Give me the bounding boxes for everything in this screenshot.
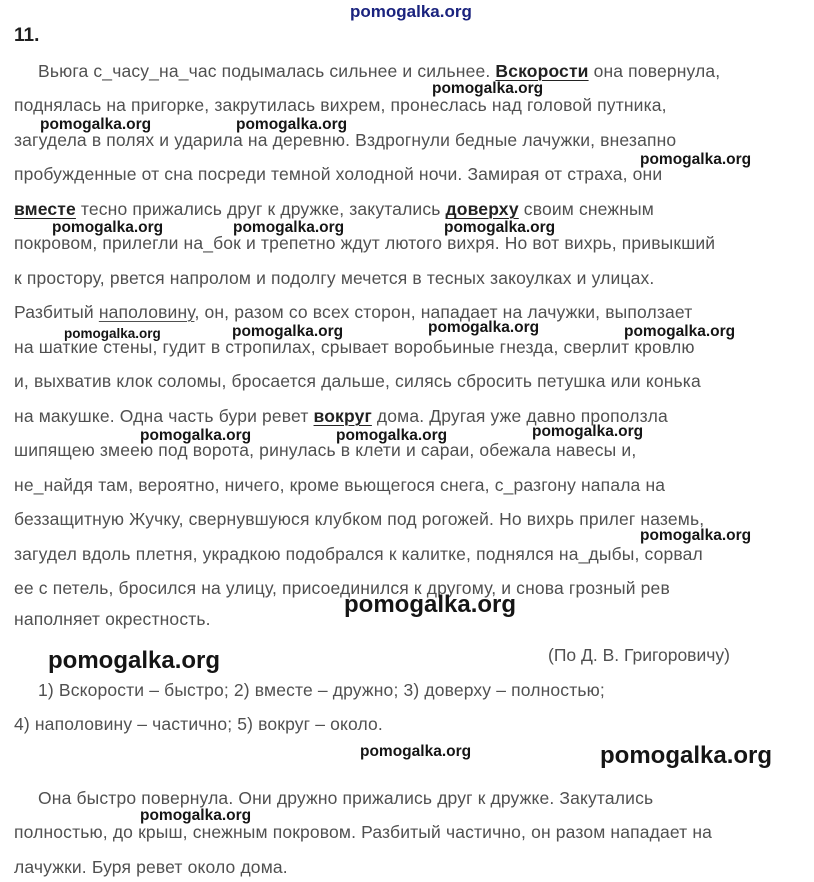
answer-line-1: 1) Вскорости – быстро; 2) вместе – дружно; 3) доверху – полностью; (38, 680, 605, 700)
answer-line-2: 4) наполовину – частично; 5) вокруг – около. (14, 714, 383, 734)
watermark: pomogalka.org (52, 219, 164, 236)
watermark: pomogalka.org (40, 116, 152, 133)
watermark: pomogalka.org (140, 807, 252, 824)
watermark: pomogalka.org (344, 591, 517, 618)
text-line-16: ее с петель, бросился на улицу, присоединился к другому, и снова грозный рев (14, 578, 670, 598)
text-line-1 (38, 60, 720, 82)
text-line-14: беззащитную Жучку, свернувшуюся клубком под рогожей. Но вихрь прилег наземь, (14, 509, 705, 529)
watermark: pomogalka.org (236, 116, 348, 133)
text-line-10: и, выхватив клок соломы, бросается дальше, силясь сбросить петушка или конька (14, 371, 701, 391)
adverb-doverkhu: доверху (445, 199, 519, 219)
watermark: pomogalka.org (232, 323, 344, 340)
summary-line-3: лачужки. Буря ревет около дома. (14, 857, 288, 877)
watermark: pomogalka.org (640, 527, 752, 544)
text-fragment: дома. Другая уже давно проползла (371, 406, 668, 426)
watermark: pomogalka.org (360, 743, 472, 760)
text-line-9: на шаткие стены, гудит в стропилах, срывает воробьиные гнезда, сверлит кровлю (14, 337, 695, 357)
watermark: pomogalka.org (444, 219, 556, 236)
watermark: pomogalka.org (48, 647, 221, 674)
adverb-vskorosti: Вскорости (495, 61, 589, 81)
text-line-4: пробужденные от сна посреди темной холодной ночи. Замирая от страха, они (14, 164, 663, 184)
watermark: pomogalka.org (140, 427, 252, 444)
text-line-12: шипящею змеею под ворота, ринулась в клети и сараи, обежала навесы и, (14, 440, 637, 460)
text-line-3: загудела в полях и ударила на деревню. Вздрогнули бедные лачужки, внезапно (14, 130, 677, 150)
summary-line-2: полностью, до крыш, снежным покровом. Разбитый частично, он разом нападает на (14, 822, 713, 842)
adverb-vokrug: вокруг (313, 406, 372, 426)
text-line-7: к простору, рвется напролом и подолгу мечется в тесных закоулках и улицах. (14, 268, 655, 288)
text-fragment: Разбитый (14, 302, 99, 322)
text-fragment: своим снежным (518, 199, 654, 219)
watermark: pomogalka.org (428, 319, 540, 336)
watermark: pomogalka.org (233, 219, 345, 236)
text-fragment: , он, разом со всех сторон, нападает на лачужки, выползает (194, 302, 693, 322)
text-line-6: покровом, прилегли на_бок и трепетно ждут лютого вихря. Но вот вихрь, привыкший (14, 233, 716, 253)
site-header-link[interactable]: pomogalka.org (350, 2, 472, 21)
text-fragment: Вьюга с_часу_на_час подымалась сильнее и сильнее. (38, 61, 496, 81)
text-line-13: не_найдя там, вероятно, ничего, кроме вьющегося снега, с_разгону напала на (14, 475, 666, 495)
text-line-2: поднялась на пригорке, закрутилась вихрем, пронеслась над головой путника, (14, 95, 667, 115)
watermark: pomogalka.org (336, 427, 448, 444)
summary-line-1: Она быстро повернула. Они дружно прижались друг к дружке. Закутались (38, 788, 654, 808)
text-line-5 (14, 198, 654, 220)
author-attribution: (По Д. В. Григоровичу) (548, 645, 730, 665)
text-fragment: на макушке. Одна часть бури ревет (14, 406, 314, 426)
task-number: 11. (14, 25, 40, 46)
watermark: pomogalka.org (532, 423, 644, 440)
text-fragment: она повернула, (588, 61, 721, 81)
text-line-17: наполняет окрестность. (14, 609, 211, 629)
watermark: pomogalka.org (432, 80, 544, 97)
watermark: pomogalka.org (640, 151, 752, 168)
adverb-napolovinu: наполовину (98, 302, 195, 322)
watermark: pomogalka.org (600, 742, 773, 769)
watermark: pomogalka.org (624, 323, 736, 340)
text-line-8 (14, 301, 692, 323)
watermark: pomogalka.org (64, 326, 161, 341)
text-line-15: загудел вдоль плетня, украдкою подобрался к калитке, поднялся на_дыбы, сорвал (14, 544, 703, 564)
adverb-vmeste: вместе (14, 199, 76, 219)
text-fragment: тесно прижались друг к дружке, закутались (75, 199, 446, 219)
